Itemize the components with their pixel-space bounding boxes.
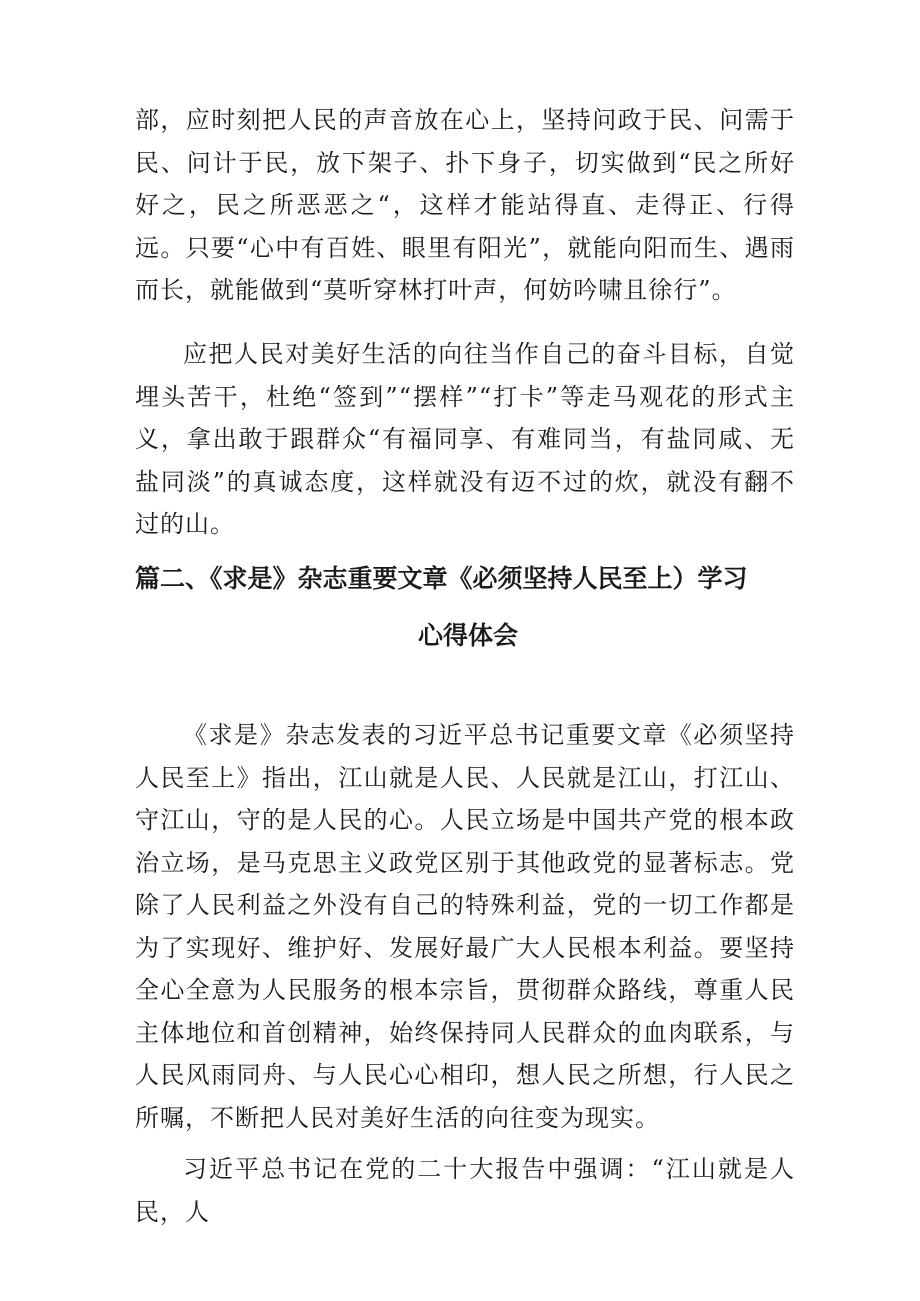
paragraph: 《求是》杂志发表的习近平总书记重要文章《必须坚持人民至上》指出，江山就是人民、人民就是江山，打江山、守江山，守的是人民的心。人民立场是中国共产党的根本政治立场，是马克思主义政党区别于其他政党的显著标志。党除了人民利益之外没有自己的特殊利益，党的一切工作都是为了实现好、维护好、发展好最广大人民根本利益。要坚持全心全意为人民服务的根本宗旨，贯彻群众路线，尊重人民主体地位和首创精神，始终保持同人民群众的血肉联系，与人民风雨同舟、与人民心心相印，想人民之所想，行人民之所嘱，不断把人民对美好生活的向往变为现实。 [135, 721, 795, 1132]
paragraph-partial: 习近平总书记在党的二十大报告中强调：“江山就是人民，人 [135, 1155, 795, 1226]
section-heading-line1: 篇二、《求是》杂志重要文章《必须坚持人民至上）学习 [135, 564, 748, 593]
paragraph: 应把人民对美好生活的向往当作自己的奋斗目标，自觉埋头苦干，杜绝“签到”“摆样”“打卡”等走马观花的形式主义，拿出敢于跟群众“有福同享、有难同当，有盐同咸、无盐同淡”的真诚态度，这样就没有迈不过的炊，就没有翻不过的山。 [135, 340, 795, 538]
paragraph-continued: 部，应时刻把人民的声音放在心上，坚持问政于民、问需于民、问计于民，放下架子、扑下身子，切实做到“民之所好好之，民之所恶恶之“，这样才能站得直、走得正、行得远。只要“心中有百姓、眼里有阳光”，就能向阳而生、遇雨而长，就能做到“莫听穿林打叶声，何妨吟啸且徐行”。 [135, 106, 795, 304]
section-heading-line2: 心得体会 [418, 621, 519, 650]
